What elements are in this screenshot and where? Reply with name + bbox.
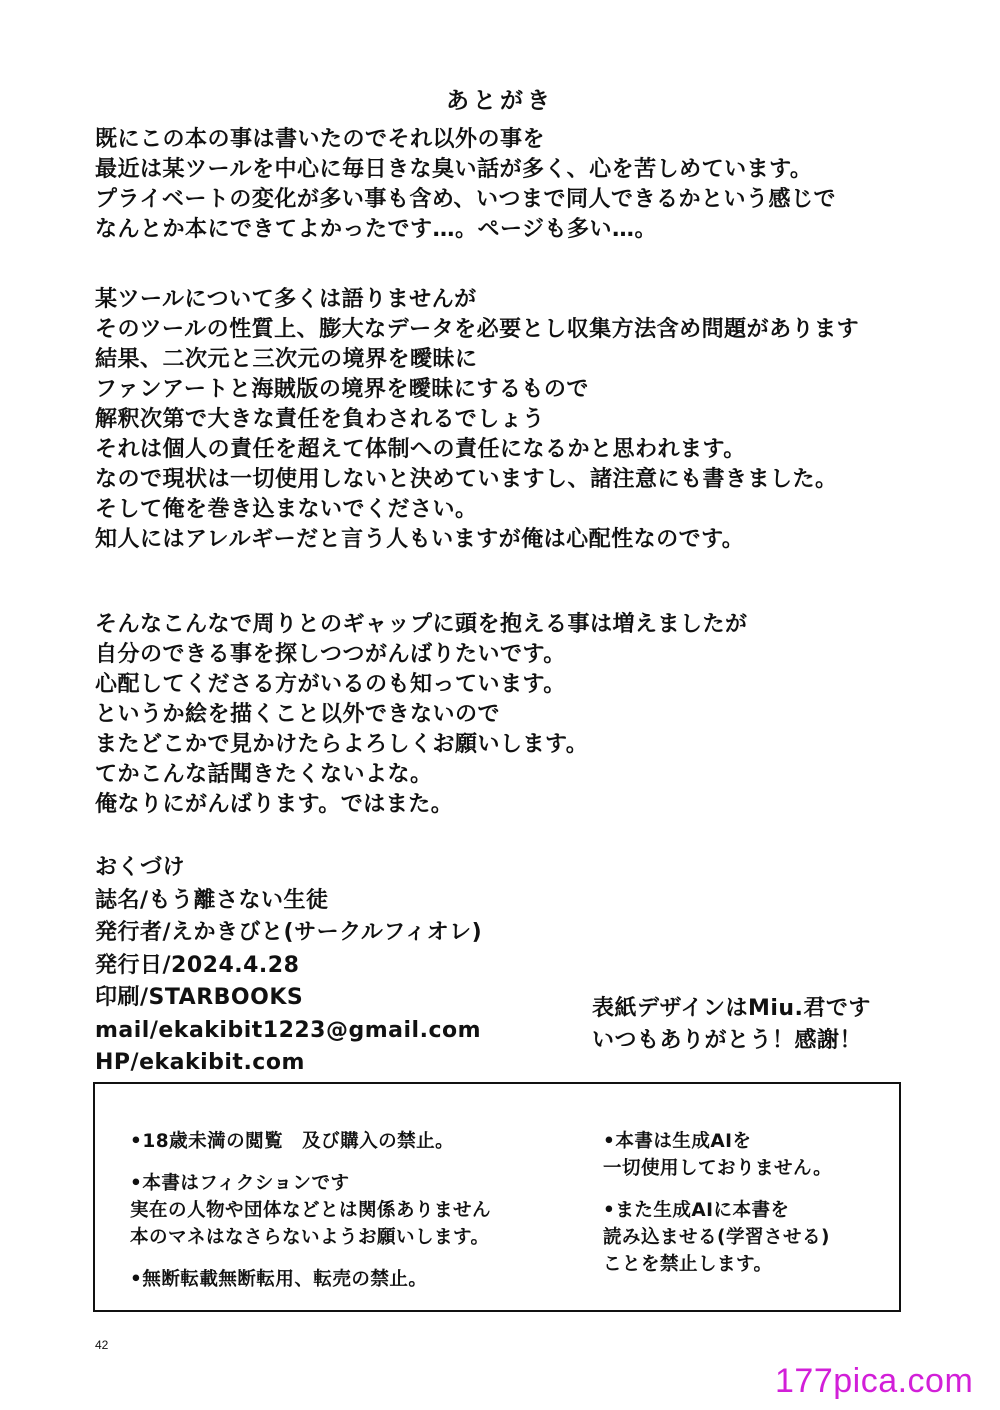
text-line: 本のマネはなさらないようお願いします。 <box>130 1227 490 1248</box>
text-line: なので現状は一切使用しないと決めていますし、諸注意にも書きました。 <box>95 467 838 492</box>
text-line: 既にこの本の事は書いたのでそれ以外の事を <box>95 127 546 152</box>
text-line: てかこんな話聞きたくないよな。 <box>95 762 433 787</box>
colophon-heading: おくづけ <box>95 855 186 880</box>
notice-no-reproduction <box>130 1266 491 1293</box>
text-line: なんとか本にできてよかったです…。ページも多い…。 <box>95 217 658 242</box>
page-number: 42 <box>95 1338 109 1352</box>
text-line: そして俺を巻き込まないでください。 <box>95 497 478 522</box>
notice-column-right <box>603 1128 832 1293</box>
notice-fiction <box>130 1170 491 1251</box>
notice-no-ai-training <box>603 1197 832 1278</box>
notice-age-restriction <box>130 1128 491 1155</box>
cover-design-note <box>592 993 871 1057</box>
text-line: 実在の人物や団体などとは関係ありません <box>130 1200 492 1221</box>
notice-column-left <box>130 1128 491 1308</box>
text-line: 結果、二次元と三次元の境界を曖昧に <box>95 347 478 372</box>
text-line: いつもありがとう！感謝！ <box>592 1028 863 1053</box>
text-line: 心配してくださる方がいるのも知っています。 <box>95 672 566 697</box>
colophon-printer: 印刷/STARBOOKS <box>95 985 304 1010</box>
text-line: またどこかで見かけたらよろしくお願いします。 <box>95 732 589 757</box>
afterword-paragraph-1 <box>95 125 836 245</box>
colophon-publisher: 発行者/えかきびと(サークルフィオレ) <box>95 920 483 945</box>
page-title: あとがき <box>446 88 554 114</box>
text-line: 最近は某ツールを中心に毎日きな臭い話が多く、心を苦しめています。 <box>95 157 813 182</box>
text-line: そのツールの性質上、膨大なデータを必要とし収集方法含め問題があります <box>95 317 860 342</box>
text-line: 一切使用しておりません。 <box>603 1158 833 1179</box>
text-line: 表紙デザインはMiu.君です <box>592 996 871 1021</box>
colophon-homepage: HP/ekakibit.com <box>95 1050 305 1075</box>
text-line: 解釈次第で大きな責任を負わされるでしょう <box>95 407 545 432</box>
text-line: ファンアートと海賊版の境界を曖昧にするもので <box>95 377 589 402</box>
text-line: そんなこんなで周りとのギャップに頭を抱える事は増えましたが <box>95 612 748 637</box>
text-line: プライベートの変化が多い事も含め、いつまで同人できるかという感じで <box>95 187 836 212</box>
colophon-date: 発行日/2024.4.28 <box>95 952 300 978</box>
text-line: というか絵を描くこと以外できないので <box>95 702 501 727</box>
notice-no-ai-used <box>603 1128 832 1182</box>
text-line: 某ツールについて多くは語りませんが <box>95 287 477 312</box>
text-line: 自分のできる事を探しつつがんばりたいです。 <box>95 642 566 667</box>
text-line: 俺なりにがんばります。ではまた。 <box>95 792 454 817</box>
colophon-title: 誌名/もう離さない生徒 <box>95 887 329 913</box>
text-line: •18歳未満の閲覧 及び購入の禁止。 <box>130 1131 455 1152</box>
text-line: ことを禁止します。 <box>603 1254 773 1275</box>
text-line: •本書は生成AIを <box>603 1131 752 1152</box>
text-line: •また生成AIに本書を <box>603 1200 790 1221</box>
text-line: それは個人の責任を超えて体制への責任になるかと思われます。 <box>95 437 746 462</box>
watermark: 177pica.com <box>775 1362 974 1400</box>
text-line: •無断転載無断転用、転売の禁止。 <box>130 1269 428 1290</box>
afterword-paragraph-2 <box>95 285 859 555</box>
text-line: 読み込ませる(学習させる) <box>603 1227 830 1248</box>
text-line: 知人にはアレルギーだと言う人もいますが俺は心配性なのです。 <box>95 527 745 552</box>
colophon-mail: mail/ekakibit1223@gmail.com <box>95 1017 482 1043</box>
colophon <box>95 852 482 1080</box>
notice-box <box>93 1082 901 1312</box>
afterword-paragraph-3 <box>95 610 748 820</box>
text-line: •本書はフィクションです <box>130 1173 350 1194</box>
